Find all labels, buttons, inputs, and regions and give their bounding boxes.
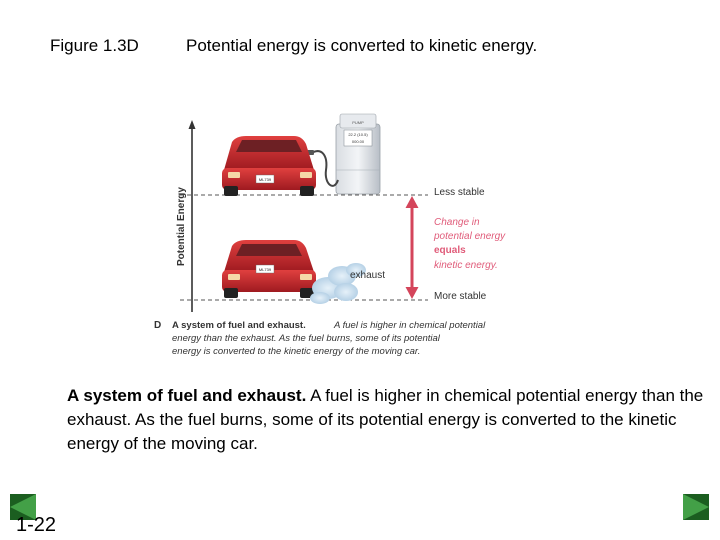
figure-caption-letter: D (154, 320, 162, 331)
plate-top: ML739 (258, 177, 272, 182)
exhaust-label: exhaust (350, 270, 386, 281)
pump-display-2: 000.00 (351, 139, 365, 144)
figure-caption-line-2: energy than the exhaust. As the fuel burns, some of its potential (172, 333, 440, 344)
equals-label: equals (434, 245, 466, 256)
next-slide-button[interactable] (683, 494, 709, 520)
figure-caption-line-1: A fuel is higher in chemical potential (334, 320, 486, 331)
figure-caption-line-3: energy is converted to the kinetic energy of the moving car. (172, 346, 421, 357)
more-stable-label: More stable (434, 291, 487, 302)
slide-caption-bold: A system of fuel and exhaust. (67, 386, 307, 405)
gas-pump (336, 114, 380, 194)
car-fueled (222, 136, 316, 196)
figure-label: Figure 1.3D (50, 36, 139, 55)
potential-energy-axis (189, 120, 196, 312)
energy-change-arrow (406, 196, 419, 299)
page-number: 1-22 (16, 514, 57, 536)
figure-caption-bold: A system of fuel and exhaust. (172, 320, 306, 331)
less-stable-label: Less stable (434, 187, 485, 198)
plate-bottom: ML739 (258, 267, 272, 272)
figure-title: Potential energy is converted to kinetic energy. (186, 36, 538, 55)
change-label-2: potential energy (434, 231, 506, 242)
pump-display-1: 22.2 (10.5) (348, 132, 368, 137)
energy-diagram (150, 110, 550, 365)
slide-caption-text: A fuel is higher in chemical potential energy than the exhaust. As the fuel burns, some of its potential energy is converted to the kinetic energy of the moving car. (67, 386, 704, 453)
change-label-1: Change in (434, 217, 480, 228)
change-label-3: kinetic energy. (434, 260, 498, 271)
slide-caption (67, 384, 707, 456)
axis-label: Potential Energy (176, 187, 187, 266)
pump-sign: PUMP (352, 120, 364, 125)
